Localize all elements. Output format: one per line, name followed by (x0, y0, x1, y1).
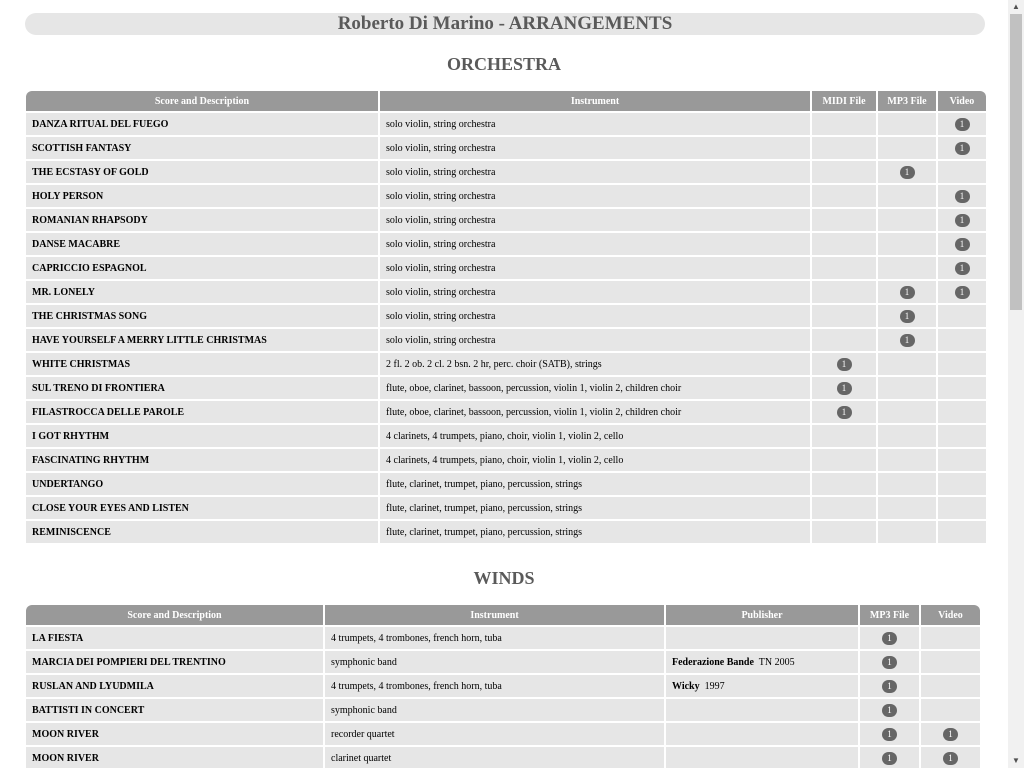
col-header-midi: MIDI File (812, 91, 876, 111)
table-row (26, 473, 986, 495)
mp3-cell (878, 329, 936, 351)
midi-cell (812, 377, 876, 399)
score-title[interactable]: CAPRICCIO ESPAGNOL (26, 257, 378, 279)
video-cell (938, 281, 986, 303)
mp3-cell (878, 377, 936, 399)
mp3-cell (878, 137, 936, 159)
col-header-mp3: MP3 File (860, 605, 919, 625)
score-title[interactable]: MR. LONELY (26, 281, 378, 303)
video-cell (938, 425, 986, 447)
table-row (26, 137, 986, 159)
table-row (26, 449, 986, 471)
instrument-cell: 4 clarinets, 4 trumpets, piano, choir, violin 1, violin 2, cello (380, 425, 810, 447)
video-cell (938, 377, 986, 399)
mp3-cell (878, 473, 936, 495)
publisher-name: Wicky (672, 680, 700, 692)
video-cell (938, 401, 986, 423)
score-title[interactable]: MOON RIVER (26, 723, 323, 745)
mp3-cell (878, 281, 936, 303)
video-link[interactable]: 1 (955, 238, 970, 251)
video-cell (938, 521, 986, 543)
mp3-cell (860, 723, 919, 745)
table-row (26, 161, 986, 183)
winds-heading: WINDS (473, 568, 535, 588)
instrument-cell: flute, clarinet, trumpet, piano, percussion, strings (380, 497, 810, 519)
midi-cell (812, 401, 876, 423)
table-row (26, 185, 986, 207)
table-row (26, 233, 986, 255)
instrument-cell: clarinet quartet (325, 747, 664, 768)
score-title[interactable]: FASCINATING RHYTHM (26, 449, 378, 471)
video-link[interactable]: 1 (955, 214, 970, 227)
table-row (26, 329, 986, 351)
video-cell (938, 473, 986, 495)
col-header-video: Video (938, 91, 986, 111)
score-title[interactable]: SUL TRENO DI FRONTIERA (26, 377, 378, 399)
midi-cell (812, 137, 876, 159)
video-cell (921, 651, 980, 673)
video-link[interactable]: 1 (943, 752, 958, 765)
scrollbar-thumb[interactable] (1010, 14, 1022, 310)
instrument-cell: 4 trumpets, 4 trombones, french horn, tuba (325, 675, 664, 697)
page-title: Roberto Di Marino - ARRANGEMENTS (25, 13, 985, 35)
video-cell (938, 305, 986, 327)
instrument-cell: solo violin, string orchestra (380, 161, 810, 183)
midi-cell (812, 473, 876, 495)
winds-header-row (26, 605, 980, 625)
publisher-cell (666, 723, 858, 745)
instrument-cell: solo violin, string orchestra (380, 209, 810, 231)
instrument-cell: solo violin, string orchestra (380, 185, 810, 207)
video-cell (938, 233, 986, 255)
mp3-cell (860, 627, 919, 649)
table-row (26, 675, 980, 697)
table-row (26, 209, 986, 231)
video-cell (938, 353, 986, 375)
midi-cell (812, 521, 876, 543)
instrument-cell: recorder quartet (325, 723, 664, 745)
instrument-cell: 2 fl. 2 ob. 2 cl. 2 bsn. 2 hr, perc. choir (SATB), strings (380, 353, 810, 375)
table-row (26, 425, 986, 447)
table-row (26, 353, 986, 375)
publisher-cell (666, 699, 858, 721)
mp3-cell (878, 521, 936, 543)
mp3-cell (860, 675, 919, 697)
score-title[interactable]: I GOT RHYTHM (26, 425, 378, 447)
mp3-cell (878, 209, 936, 231)
midi-cell (812, 233, 876, 255)
midi-cell (812, 329, 876, 351)
score-title[interactable]: BATTISTI IN CONCERT (26, 699, 323, 721)
publisher-detail: 1997 (704, 680, 725, 692)
mp3-link[interactable]: 1 (882, 728, 897, 741)
score-title[interactable]: MARCIA DEI POMPIERI DEL TRENTINO (26, 651, 323, 673)
publisher-cell (666, 627, 858, 649)
video-link[interactable]: 1 (955, 262, 970, 275)
mp3-cell (878, 161, 936, 183)
mp3-link[interactable]: 1 (900, 286, 915, 299)
instrument-cell: solo violin, string orchestra (380, 305, 810, 327)
instrument-cell: symphonic band (325, 699, 664, 721)
mp3-cell (878, 233, 936, 255)
instrument-cell: solo violin, string orchestra (380, 137, 810, 159)
instrument-cell: solo violin, string orchestra (380, 281, 810, 303)
vertical-scrollbar[interactable] (1008, 0, 1024, 768)
mp3-link[interactable]: 1 (882, 704, 897, 717)
video-cell (921, 675, 980, 697)
instrument-cell: solo violin, string orchestra (380, 113, 810, 135)
midi-link[interactable]: 1 (837, 358, 852, 371)
publisher-name: Federazione Bande (672, 656, 754, 668)
instrument-cell: solo violin, string orchestra (380, 233, 810, 255)
col-header-instrument: Instrument (325, 605, 664, 625)
table-row (26, 257, 986, 279)
instrument-cell: 4 clarinets, 4 trumpets, piano, choir, violin 1, violin 2, cello (380, 449, 810, 471)
orchestra-rows (26, 113, 986, 543)
score-title[interactable]: THE ECSTASY OF GOLD (26, 161, 378, 183)
mp3-link[interactable]: 1 (882, 656, 897, 669)
mp3-cell (878, 425, 936, 447)
video-cell (938, 449, 986, 471)
col-header-video: Video (921, 605, 980, 625)
video-link[interactable]: 1 (955, 190, 970, 203)
video-cell (938, 137, 986, 159)
table-row (26, 699, 980, 721)
video-link[interactable]: 1 (955, 142, 970, 155)
midi-cell (812, 305, 876, 327)
midi-cell (812, 497, 876, 519)
video-cell (921, 627, 980, 649)
mp3-link[interactable]: 1 (882, 752, 897, 765)
midi-link[interactable]: 1 (837, 382, 852, 395)
instrument-cell: flute, clarinet, trumpet, piano, percussion, strings (380, 521, 810, 543)
midi-cell (812, 209, 876, 231)
winds-rows (26, 627, 980, 768)
video-link[interactable]: 1 (943, 728, 958, 741)
video-cell (938, 185, 986, 207)
score-title[interactable]: HOLY PERSON (26, 185, 378, 207)
video-cell (938, 209, 986, 231)
video-cell (938, 113, 986, 135)
midi-link[interactable]: 1 (837, 406, 852, 419)
col-header-mp3: MP3 File (878, 91, 936, 111)
mp3-cell (878, 185, 936, 207)
score-title[interactable]: CLOSE YOUR EYES AND LISTEN (26, 497, 378, 519)
score-title[interactable]: RUSLAN AND LYUDMILA (26, 675, 323, 697)
instrument-cell: symphonic band (325, 651, 664, 673)
table-row (26, 401, 986, 423)
video-cell (921, 723, 980, 745)
table-row (26, 305, 986, 327)
publisher-cell (666, 675, 858, 697)
publisher-cell (666, 747, 858, 768)
score-title[interactable]: UNDERTANGO (26, 473, 378, 495)
score-title[interactable]: LA FIESTA (26, 627, 323, 649)
video-cell (938, 161, 986, 183)
mp3-cell (878, 497, 936, 519)
orchestra-heading: ORCHESTRA (446, 54, 562, 74)
midi-cell (812, 281, 876, 303)
score-title[interactable]: SCOTTISH FANTASY (26, 137, 378, 159)
video-cell (921, 747, 980, 768)
mp3-link[interactable]: 1 (882, 632, 897, 645)
instrument-cell: solo violin, string orchestra (380, 257, 810, 279)
mp3-cell (878, 305, 936, 327)
midi-cell (812, 257, 876, 279)
table-row (26, 747, 980, 768)
arrow-down-icon[interactable]: ▼ (1012, 756, 1020, 765)
mp3-cell (878, 257, 936, 279)
publisher-cell (666, 651, 858, 673)
mp3-link[interactable]: 1 (900, 310, 915, 323)
table-row (26, 377, 986, 399)
instrument-cell: flute, oboe, clarinet, bassoon, percussion, violin 1, violin 2, children choir (380, 401, 810, 423)
col-header-score: Score and Description (26, 605, 323, 625)
col-header-publisher: Publisher (666, 605, 858, 625)
score-title[interactable]: HAVE YOURSELF A MERRY LITTLE CHRISTMAS (26, 329, 378, 351)
midi-cell (812, 185, 876, 207)
score-title[interactable]: DANZA RITUAL DEL FUEGO (26, 113, 378, 135)
video-cell (921, 699, 980, 721)
score-title[interactable]: FILASTROCCA DELLE PAROLE (26, 401, 378, 423)
mp3-cell (860, 699, 919, 721)
score-title[interactable]: MOON RIVER (26, 747, 323, 768)
score-title[interactable]: THE CHRISTMAS SONG (26, 305, 378, 327)
winds-table (24, 603, 982, 768)
table-row (26, 497, 986, 519)
instrument-cell: 4 trumpets, 4 trombones, french horn, tuba (325, 627, 664, 649)
mp3-cell (878, 401, 936, 423)
midi-cell (812, 449, 876, 471)
table-row (26, 651, 980, 673)
mp3-link[interactable]: 1 (900, 166, 915, 179)
video-link[interactable]: 1 (955, 118, 970, 131)
score-title[interactable]: ROMANIAN RHAPSODY (26, 209, 378, 231)
mp3-cell (878, 113, 936, 135)
publisher-detail: TN 2005 (758, 656, 795, 668)
table-row (26, 281, 986, 303)
mp3-cell (878, 353, 936, 375)
mp3-link[interactable]: 1 (900, 334, 915, 347)
video-cell (938, 497, 986, 519)
midi-cell (812, 161, 876, 183)
col-header-score: Score and Description (26, 91, 378, 111)
instrument-cell: solo violin, string orchestra (380, 329, 810, 351)
instrument-cell: flute, clarinet, trumpet, piano, percussion, strings (380, 473, 810, 495)
table-row (26, 521, 986, 543)
table-row (26, 723, 980, 745)
video-link[interactable]: 1 (955, 286, 970, 299)
mp3-link[interactable]: 1 (882, 680, 897, 693)
mp3-cell (860, 651, 919, 673)
orchestra-header-row (26, 91, 986, 111)
midi-cell (812, 113, 876, 135)
mp3-cell (860, 747, 919, 768)
table-row (26, 627, 980, 649)
video-cell (938, 257, 986, 279)
score-title[interactable]: REMINISCENCE (26, 521, 378, 543)
table-row (26, 113, 986, 135)
arrow-up-icon[interactable]: ▲ (1012, 2, 1020, 11)
mp3-cell (878, 449, 936, 471)
video-cell (938, 329, 986, 351)
score-title[interactable]: WHITE CHRISTMAS (26, 353, 378, 375)
score-title[interactable]: DANSE MACABRE (26, 233, 378, 255)
midi-cell (812, 353, 876, 375)
midi-cell (812, 425, 876, 447)
col-header-instrument: Instrument (380, 91, 810, 111)
orchestra-table (24, 89, 988, 545)
instrument-cell: flute, oboe, clarinet, bassoon, percussion, violin 1, violin 2, children choir (380, 377, 810, 399)
